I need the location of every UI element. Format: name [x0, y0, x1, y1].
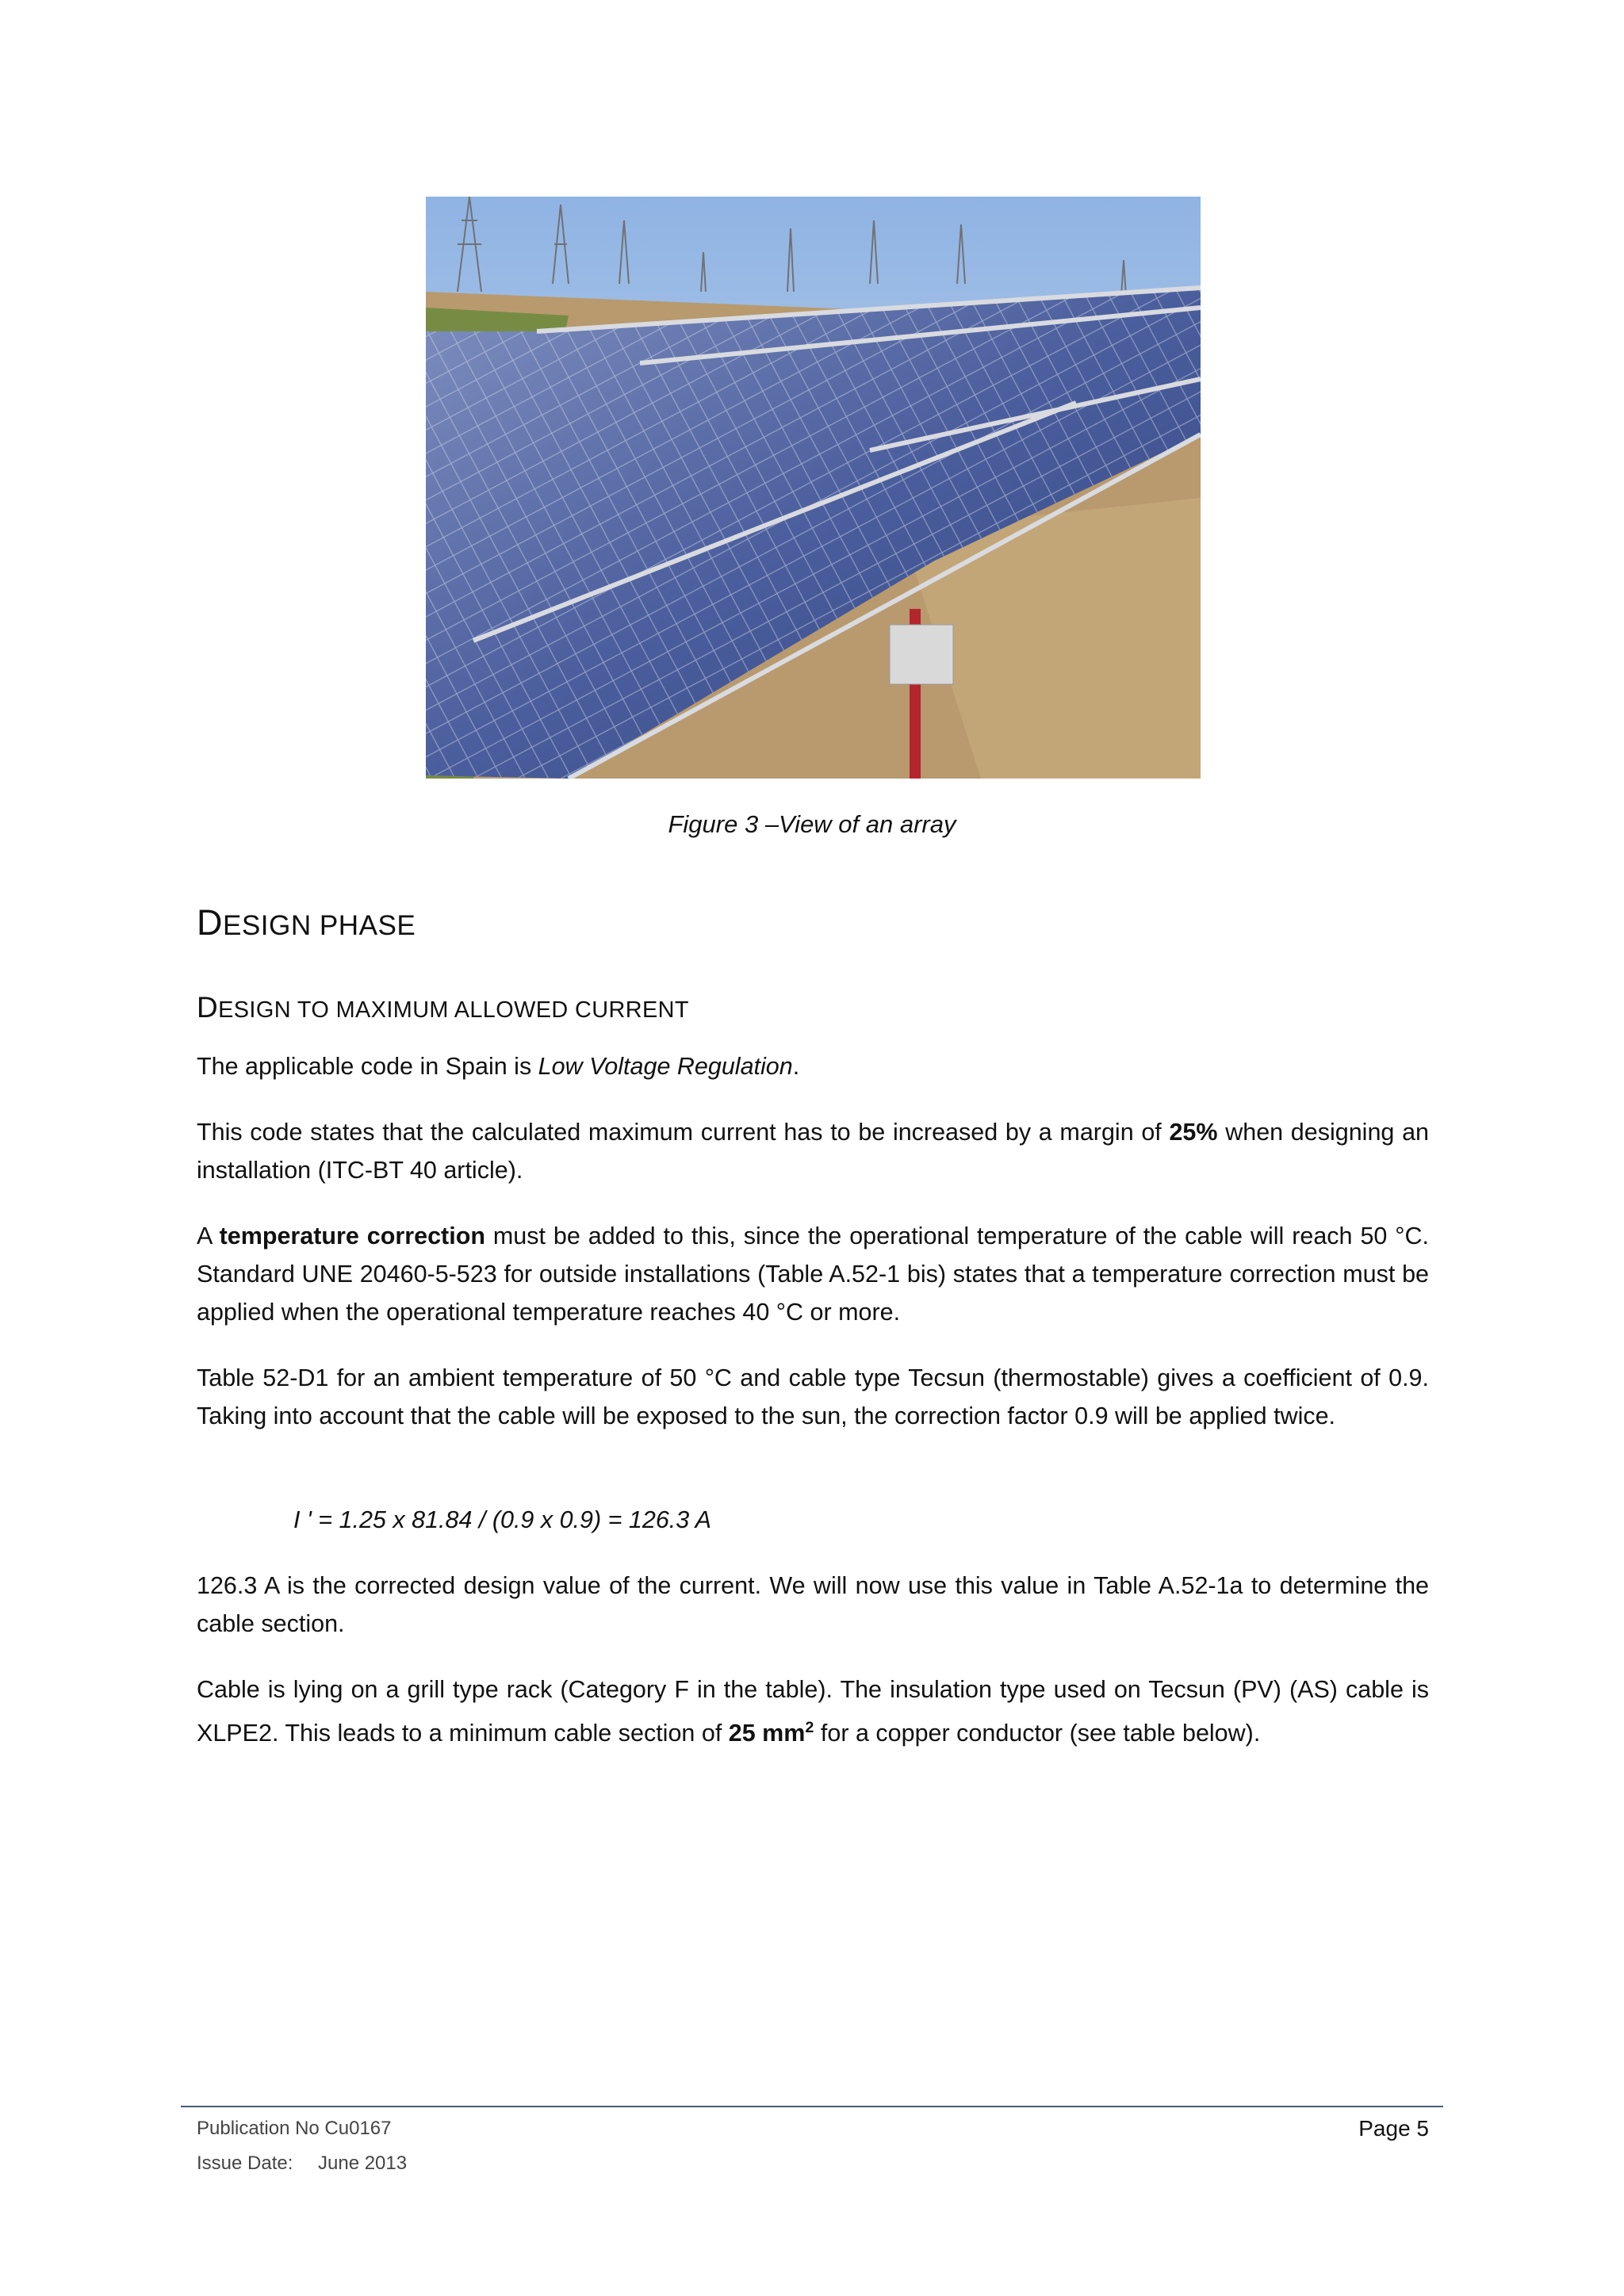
paragraph-coefficient: Table 52-D1 for an ambient temperature of 50 °C and cable type Tecsun (thermostable) gives a coefficient of 0.9. Taking into account that the cable will be exposed to the sun, the correction factor 0.9 will be applied twice. [197, 1364, 1429, 1429]
solar-array-photo [426, 197, 1201, 779]
section-heading-initial: D [197, 902, 223, 943]
paragraph-cable-section [197, 1670, 1429, 1752]
subsection-heading [197, 991, 689, 1024]
paragraph-temperature-correction [197, 1217, 1429, 1331]
issue-date-label: Issue Date: [197, 2152, 293, 2174]
paragraph-corrected-current: 126.3 A is the corrected design value of the current. We will now use this value in Table A.52-1a to determine the cable section. [197, 1572, 1429, 1637]
bold-text: temperature correction [219, 1223, 485, 1249]
solar-array-illustration [426, 197, 1201, 779]
bold-text-value: 25 mm [728, 1720, 806, 1747]
formula: I ' = 1.25 x 81.84 / (0.9 x 0.9) = 126.3 A [293, 1506, 711, 1533]
italic-text: Low Voltage Regulation [538, 1053, 793, 1080]
junction-box [890, 625, 953, 684]
paragraph-margin [197, 1113, 1429, 1189]
bold-text: 25% [1169, 1119, 1218, 1146]
figure-caption: Figure 3 –View of an array [668, 810, 956, 838]
text: must be added to this, since the operational temperature of the cable will reach 50 °C. Standard UNE 20460-5-523 for outside installations (Table A.52-1 bis) states that a temperature correction must be applied when the operational temperature reaches 40 °C or more. [197, 1223, 1429, 1326]
text: for a copper conductor (see table below). [814, 1720, 1261, 1747]
text: Cable is lying on a grill type rack (Category F in the table). The insulation type used on Tecsun (PV) (AS) cable is XLPE2. This leads to a minimum cable section of [197, 1676, 1429, 1747]
superscript: 2 [805, 1719, 814, 1736]
section-heading-rest: ESIGN PHASE [223, 910, 416, 941]
footer-divider [181, 2106, 1443, 2107]
text: . [792, 1053, 800, 1080]
text: The applicable code in Spain is [197, 1053, 538, 1080]
publication-number: Publication No Cu0167 [197, 2118, 392, 2139]
bold-text [729, 1720, 814, 1747]
text: This code states that the calculated maximum current has to be increased by a margin of [197, 1119, 1170, 1146]
text: A [197, 1223, 220, 1249]
issue-date-value: June 2013 [318, 2152, 408, 2174]
page-number: Page 5 [1358, 2116, 1429, 2141]
subsection-heading-initial: D [197, 991, 219, 1024]
paragraph-applicable-code [197, 1047, 1429, 1085]
subsection-heading-rest: ESIGN TO MAXIMUM ALLOWED CURRENT [218, 997, 689, 1023]
section-heading [197, 902, 416, 943]
text: when designing an installation (ITC-BT 40 article). [197, 1119, 1429, 1184]
